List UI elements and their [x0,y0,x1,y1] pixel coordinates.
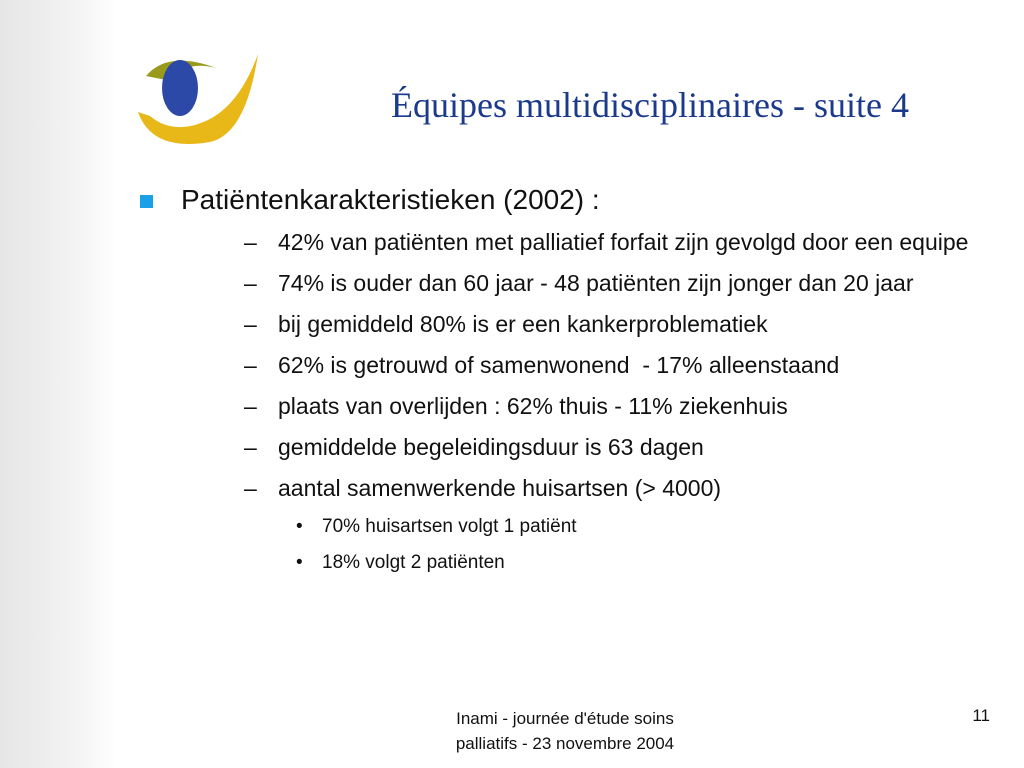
dash-bullet: – [244,311,257,337]
bullet-main-text: Patiëntenkarakteristieken (2002) : [181,184,600,215]
dash-bullet: – [244,229,257,255]
sub-item-text: 74% is ouder dan 60 jaar - 48 patiënten zijn jonger dan 20 jaar [278,270,914,296]
dash-bullet: – [244,352,257,378]
sub-item [244,472,984,505]
inami-logo-icon [128,46,268,156]
sub-item-text: 62% is getrouwd of samenwonend - 17% alleenstaand [278,352,840,378]
dot-bullet: • [296,516,303,537]
dash-bullet: – [244,475,257,501]
page-number: 11 [972,706,990,725]
stripe-blocks [30,0,102,768]
slide-body [140,182,1000,585]
sub-sub-item [296,549,1000,577]
sub-item-text: gemiddelde begeleidingsduur is 63 dagen [278,434,704,460]
dash-bullet: – [244,393,257,419]
sub-sub-item-text: 18% volgt 2 patiënten [322,552,505,573]
dash-bullet: – [244,270,257,296]
sub-item-text: 42% van patiënten met palliatief forfait zijn gevolgd door een equipe [278,229,969,255]
dot-bullet: • [296,552,303,573]
sub-sub-item-text: 70% huisartsen volgt 1 patiënt [322,516,577,537]
sub-item [244,267,984,300]
bullet-main [140,182,1000,218]
sub-item [244,431,984,464]
sub-item-text: aantal samenwerkende huisartsen (> 4000) [278,475,722,501]
sub-item-text: bij gemiddeld 80% is er een kankerproblematiek [278,311,768,337]
sub-item-text: plaats van overlijden : 62% thuis - 11% ziekenhuis [278,393,788,419]
dash-bullet: – [244,434,257,460]
footer [420,706,710,756]
sub-item [244,390,984,423]
sub-item [244,349,984,382]
sub-sub-item [296,513,1000,541]
page-title: Équipes multidisciplinaires - suite 4 [391,85,909,125]
footer-line-1: Inami - journée d'étude soins [456,709,674,728]
sub-item [244,308,984,341]
square-bullet-icon [140,195,153,208]
decorative-stripe [0,0,118,768]
footer-line-2: palliatifs - 23 novembre 2004 [455,734,675,753]
sub-item [244,226,984,259]
